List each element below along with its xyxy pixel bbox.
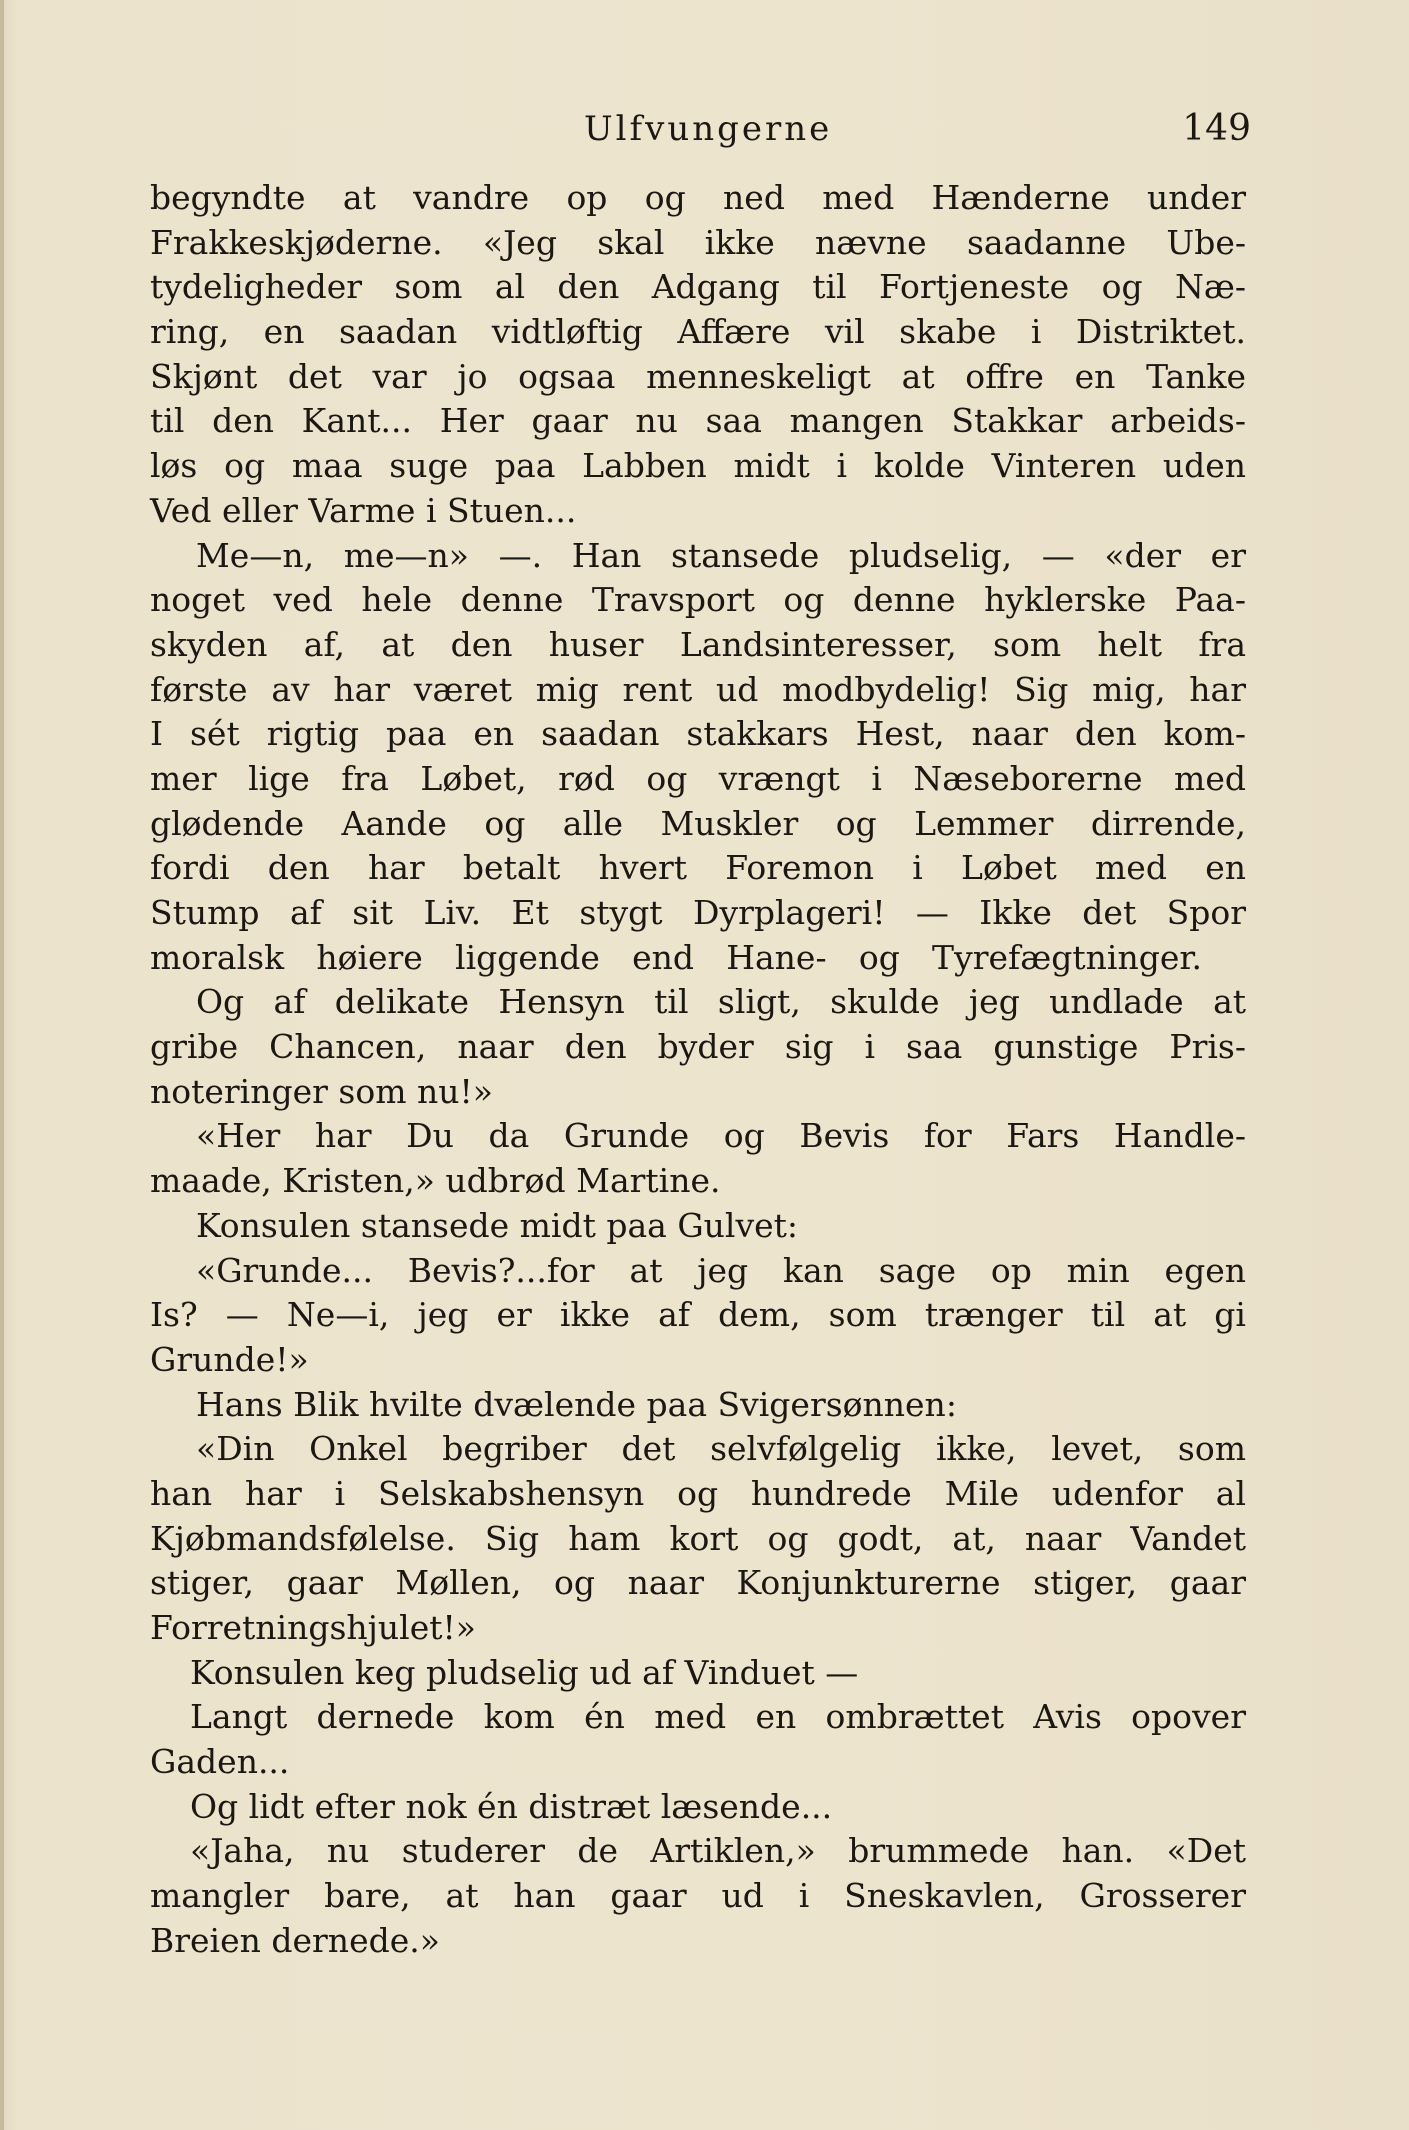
text-line: gribe Chancen, naar den byder sig i saa gunstige Pris-	[150, 1027, 1246, 1067]
text-line: Forretningshjulet!»	[150, 1608, 476, 1647]
text-line: mer lige fra Løbet, rød og vrængt i Næseborerne med	[150, 758, 1246, 798]
text-line: Og lidt efter nok én distræt læsende...	[190, 1786, 833, 1826]
text-line: «Jaha, nu studerer de Artiklen,» brummede han. «Det	[190, 1831, 1246, 1871]
text-line: Me—n, me—n» —. Han stansede pludselig, — «der er	[196, 535, 1246, 575]
text-line: Konsulen stansede midt paa Gulvet:	[196, 1205, 799, 1245]
text-line: stiger, gaar Møllen, og naar Konjunkturerne stiger, gaar	[150, 1563, 1246, 1603]
text-line: fordi den har betalt hvert Foremon i Løbet med en	[150, 848, 1246, 888]
text-line: Langt dernede kom én med en ombrættet Avis opover	[190, 1697, 1246, 1737]
page-number: 149	[1182, 108, 1251, 149]
text-line: til den Kant... Her gaar nu saa mangen Stakkar arbeids-	[150, 401, 1246, 441]
running-head	[0, 104, 1409, 154]
text-line: ring, en saadan vidtløftig Affære vil skabe i Distriktet.	[150, 312, 1246, 352]
text-line: «Her har Du da Grunde og Bevis for Fars Handle-	[196, 1116, 1246, 1156]
text-line: Stump af sit Liv. Et stygt Dyrplageri! — Ikke det Spor	[150, 893, 1246, 932]
text-line: Skjønt det var jo ogsaa menneskeligt at offre en Tanke	[150, 356, 1246, 396]
text-line: Frakkeskjøderne. «Jeg skal ikke nævne saadanne Ube-	[150, 222, 1246, 262]
text-line: løs og maa suge paa Labben midt i kolde Vinteren uden	[150, 446, 1246, 486]
text-line: noget ved hele denne Travsport og denne hyklerske Paa-	[150, 580, 1246, 620]
text-line: Ved eller Varme i Stuen...	[150, 490, 577, 530]
text-line: Kjøbmandsfølelse. Sig ham kort og godt, at, naar Vandet	[150, 1518, 1246, 1558]
text-line: Breien dernede.»	[150, 1920, 440, 1960]
text-line: Is? — Ne—i, jeg er ikke af dem, som trænger til at gi	[150, 1295, 1246, 1335]
running-title: Ulfvungerne	[584, 109, 833, 149]
text-line: tydeligheder som al den Adgang til Fortjeneste og Næ-	[150, 267, 1246, 307]
text-line: begyndte at vandre op og ned med Hænderne under	[150, 178, 1246, 217]
text-line: «Grunde... Bevis?...for at jeg kan sage op min egen	[196, 1250, 1246, 1290]
text-line: han har i Selskabshensyn og hundrede Mile udenfor al	[150, 1473, 1246, 1513]
text-line: Grunde!»	[150, 1339, 309, 1379]
body-text	[150, 176, 1246, 1964]
text-line: skyden af, at den huser Landsinteresser, som helt fra	[150, 624, 1246, 664]
text-line: første av har været mig rent ud modbydelig! Sig mig, har	[150, 669, 1246, 709]
text-line: Konsulen keg pludselig ud af Vinduet —	[190, 1652, 859, 1692]
text-line: Gaden...	[150, 1742, 290, 1782]
text-line: maade, Kristen,» udbrød Martine.	[150, 1161, 721, 1201]
text-line: mangler bare, at han gaar ud i Sneskavlen, Grosserer	[150, 1876, 1246, 1916]
text-line: «Din Onkel begriber det selvfølgelig ikke, levet, som	[196, 1429, 1246, 1469]
text-line: moralsk høiere liggende end Hane- og Tyrefægtninger.	[150, 937, 1202, 977]
text-line: Og af delikate Hensyn til sligt, skulde jeg undlade at	[196, 982, 1246, 1022]
text-line: glødende Aande og alle Muskler og Lemmer dirrende,	[150, 803, 1246, 843]
text-line: noteringer som nu!»	[150, 1071, 493, 1111]
text-line: Hans Blik hvilte dvælende paa Svigersønnen:	[196, 1384, 957, 1424]
text-line: I sét rigtig paa en saadan stakkars Hest, naar den kom-	[150, 714, 1246, 754]
